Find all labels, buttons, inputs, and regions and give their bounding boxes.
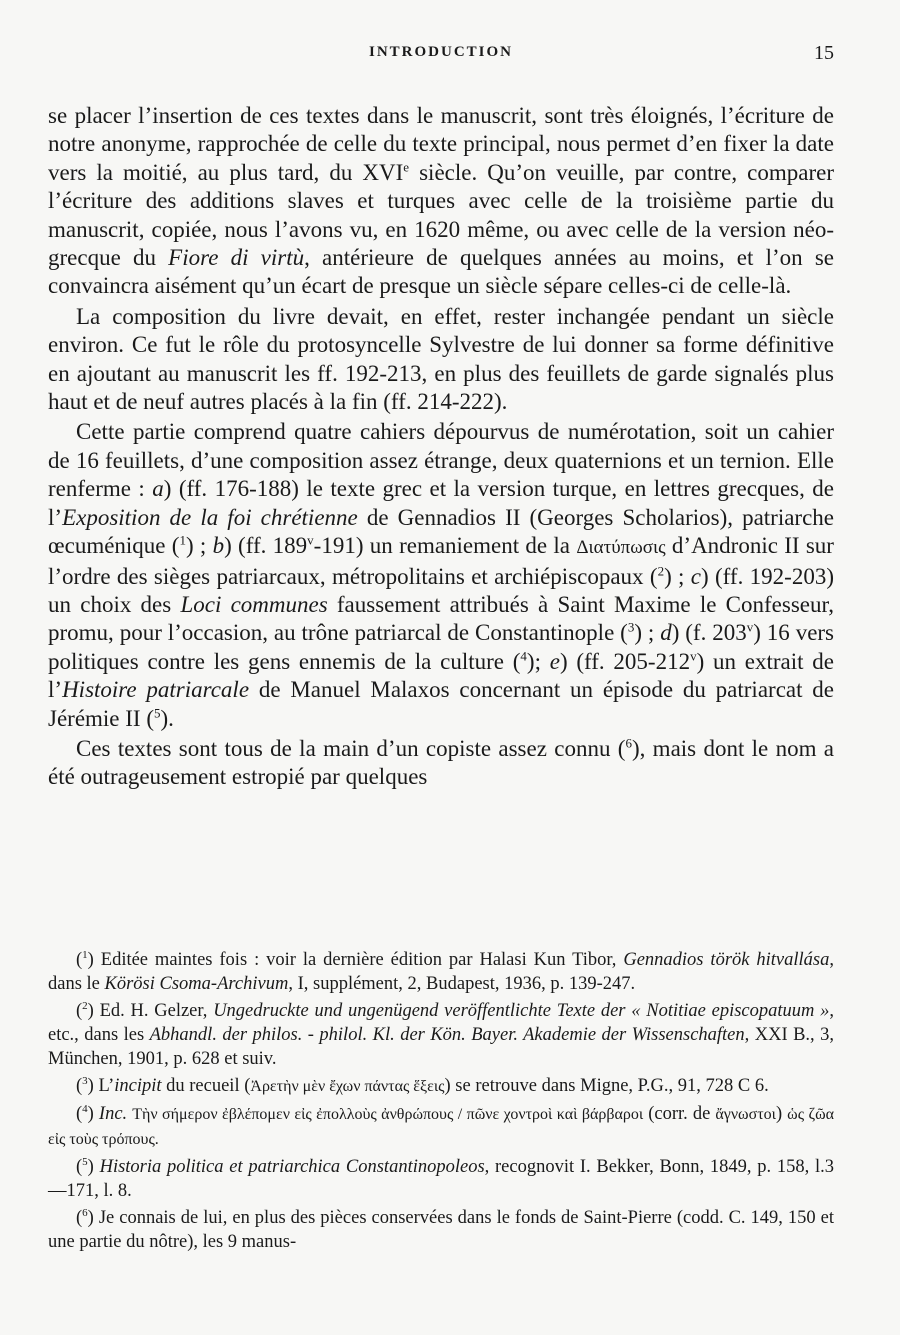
text-run: faussement attribués à Saint Maxime le Confesseur, promu, pour l’occasion, au trône patriarcal de Constantinople ( bbox=[48, 591, 834, 646]
text-run: ) ; bbox=[185, 533, 213, 559]
greek-text: Τὴν σήμερον ἐβλέπομεν εἰς ἐπολλοὺς ἀνθρώπους / πῶνε χοντροὶ καὶ βάρβαροι bbox=[132, 1106, 644, 1123]
text-run: ), mais dont le nom a été outrageusement estropié par quelques bbox=[48, 735, 835, 790]
verso-mark: v bbox=[307, 532, 314, 548]
text-run: de Manuel Malaxos concernant un épisode du patriarcat de Jérémie II ( bbox=[48, 677, 834, 731]
text-run: , dans le bbox=[48, 950, 834, 994]
text-run: Ed. H. Gelzer, bbox=[93, 1001, 214, 1021]
list-letter: b bbox=[212, 533, 225, 559]
italic-title: Abhandl. der philos. - philol. Kl. der Kön. Bayer. Akademie der Wissenschaften bbox=[149, 1025, 745, 1045]
footnote-ref[interactable]: 3 bbox=[627, 619, 635, 635]
greek-text: ὡς ζῶα εἰς τοὺς τρόπους. bbox=[48, 1106, 835, 1148]
list-letter: e bbox=[549, 648, 560, 674]
text-run: du recueil ( bbox=[161, 1076, 251, 1096]
footnote-number: 5 bbox=[82, 1155, 88, 1168]
footnote-3: ($^3$) L’incipit du recueil (Ἀρετὴν μὲν ἔχων πάντας ἕξεις) se retrouve dans Migne, P.G., 91, 728 C 6. bbox=[76, 1074, 769, 1096]
italic-title: incipit bbox=[114, 1076, 162, 1096]
text-run: , etc., dans les bbox=[48, 1001, 834, 1045]
text-run: Cette partie comprend quatre cahiers dépourvus de numérotation, soit un cahier de 16 feuillets, d’une composition assez étrange, deux quaternions et un ternion. Elle renferme : bbox=[48, 419, 834, 502]
text-run: , I, supplément, 2, Budapest, 1936, p. 139-247. bbox=[288, 974, 636, 994]
footnote-ref[interactable]: 5 bbox=[154, 704, 161, 720]
footnote-1: ($^1$) Editée maintes fois : voir la dernière édition par Halasi Kun Tibor, Gennadios török hitvallása, dans le Körösi Csoma-Archivum, I, supplément, 2, Budapest, 1936, p. 139-247. bbox=[48, 948, 834, 994]
paragraph-1 bbox=[48, 102, 834, 301]
text-run: L’ bbox=[93, 1076, 115, 1096]
text-run: ) (ff. 189 bbox=[224, 533, 308, 559]
text-run: ). bbox=[160, 705, 174, 731]
italic-title: Histoire patriarcale bbox=[62, 677, 250, 703]
text-run: , XXI B., 3, München, 1901, p. 628 et suiv. bbox=[48, 1025, 834, 1069]
text-run: Ces textes sont tous de la main d’un copiste assez connu ( bbox=[76, 735, 626, 761]
text-run: ) (f. 203 bbox=[671, 620, 747, 646]
text-run: -191) un remaniement de la bbox=[313, 533, 577, 559]
text-run: d’Andronic II sur l’ordre des sièges patriarcaux, métropolitains et archiépiscopaux ( bbox=[48, 533, 834, 589]
footnote-ref[interactable]: 2 bbox=[657, 562, 665, 578]
text-run: ) ; bbox=[664, 563, 691, 589]
footnote-2: ($^2$) Ed. H. Gelzer, Ungedruckte und ungenügend veröffentlichte Texte der « Notitiae episcopatuum », etc., dans les Abhandl. der philos. - philol. Kl. der Kön. Bayer. Akademie der Wissenschaften, XXI B., 3, München, 1901, p. 628 et suiv. bbox=[48, 999, 834, 1069]
italic-title: Ungedruckte und ungenügend veröffentlichte Texte der « Notitiae episcopatuum » bbox=[213, 1001, 830, 1021]
text-run: (corr. de bbox=[643, 1104, 716, 1124]
italic-title: Exposition de la foi chrétienne bbox=[62, 504, 358, 530]
italic-title: Körösi Csoma-Archivum bbox=[104, 974, 289, 994]
footnotes bbox=[48, 948, 834, 1257]
text-run: ) un extrait de l’ bbox=[48, 648, 834, 703]
verso-mark: v bbox=[690, 648, 697, 664]
footnote-4: ($^4$) Inc. Τὴν σήμερον ἐβλέπομεν εἰς ἐπολλοὺς ἀνθρώπους / πῶνε χοντροὶ καὶ βάρβαροι (corr. de ἄγνωστοι) ὡς ζῶα εἰς τοὺς τρόπους. bbox=[48, 1102, 835, 1148]
footnote-number: 4 bbox=[82, 1102, 88, 1115]
text-run: ) (ff. 192-203) un choix des bbox=[48, 563, 834, 617]
text-run: , recognovit I. Bekker, Bonn, 1849, p. 158, l.3—171, l. 8. bbox=[48, 1157, 834, 1201]
text-run: ); bbox=[526, 648, 550, 674]
footnote-number: 1 bbox=[82, 948, 88, 961]
footnote-ref[interactable]: 6 bbox=[625, 735, 632, 751]
paragraph-4 bbox=[48, 735, 834, 792]
greek-text: ἄγνωστοι bbox=[715, 1106, 776, 1123]
text-run: , antérieure de quelques années au moins, et l’on se convaincra aisément qu’un écart de presque un siècle sépare celles-ci de celle-là. bbox=[48, 245, 834, 299]
text-run: Je connais de lui, en plus des pièces conservées dans le fonds de Saint-Pierre (codd. C. 149, 150 et une partie du nôtre), les 9 manus- bbox=[48, 1208, 834, 1252]
italic-title: Inc. bbox=[98, 1104, 128, 1124]
text-run: ) bbox=[775, 1104, 788, 1124]
paragraph-3 bbox=[48, 418, 834, 732]
text-run: ) (ff. 176-188) le texte grec et la version turque, en lettres grecques, de l’ bbox=[48, 476, 834, 530]
running-title: INTRODUCTION bbox=[368, 44, 513, 60]
running-head bbox=[48, 42, 834, 64]
italic-title: Loci communes bbox=[180, 591, 328, 617]
body-text bbox=[48, 102, 834, 792]
greek-text: Ἀρετὴν μὲν ἔχων πάντας ἕξεις bbox=[250, 1078, 445, 1095]
list-letter: d bbox=[660, 620, 672, 646]
footnote-number: 6 bbox=[82, 1206, 88, 1219]
italic-title: Historia politica et patriarchica Constantinopoleos bbox=[99, 1157, 485, 1177]
footnote-ref[interactable]: 1 bbox=[179, 532, 186, 548]
footnote-6: ($^6$) Je connais de lui, en plus des pièces conservées dans le fonds de Saint-Pierre (codd. C. 149, 150 et une partie du nôtre), les 9 manus- bbox=[48, 1206, 834, 1252]
text-run: se placer l’insertion de ces textes dans le manuscrit, sont très éloignés, l’écriture de notre anonyme, rapprochée de celle du texte principal, nous permet d’en fixer la date vers la moitié, au plus tard, du XVI bbox=[48, 103, 834, 185]
list-letter: a bbox=[152, 476, 164, 502]
text-run: ) 16 vers politiques contre les gens ennemis de la culture ( bbox=[48, 620, 835, 674]
text-run: ) (ff. 205-212 bbox=[559, 648, 691, 674]
italic-title: Gennadios török hitvallása bbox=[623, 950, 830, 970]
text-run: ) se retrouve dans Migne, P.G., 91, 728 C 6. bbox=[444, 1076, 769, 1096]
italic-title: Fiore di virtù bbox=[168, 245, 305, 271]
list-letter: c bbox=[690, 563, 702, 589]
page-number: 15 bbox=[814, 42, 834, 64]
text-run: siècle. Qu’on veuille, par contre, comparer l’écriture des additions slaves et turques avec celle de la troisième partie du manuscrit, copiée, nous l’avons vu, en 1620 même, ou avec celle de la version néo-grecque du bbox=[48, 159, 835, 271]
paragraph-2: La composition du livre devait, en effet, rester inchangée pendant un siècle environ. Ce fut le rôle du protosyncelle Sylvestre de lui donner sa forme définitive en ajoutant au manuscrit les ff. 192-213, en plus des feuillets de garde signalés plus haut et de neuf autres placés à la fin (ff. 214-222). bbox=[48, 303, 834, 415]
text-run: de Gennadios II (Georges Scholarios), patriarche œcuménique ( bbox=[48, 504, 834, 559]
text-run: ) ; bbox=[634, 620, 661, 646]
footnote-number: 2 bbox=[82, 999, 88, 1012]
footnote-5: ($^5$) Historia politica et patriarchica Constantinopoleos, recognovit I. Bekker, Bonn, 1849, p. 158, l.3—171, l. 8. bbox=[48, 1155, 834, 1201]
superscript: e bbox=[403, 159, 410, 175]
verso-mark: v bbox=[746, 619, 754, 635]
text-run: Editée maintes fois : voir la dernière édition par Halasi Kun Tibor, bbox=[93, 950, 624, 970]
footnote-number: 3 bbox=[82, 1074, 88, 1087]
footnote-ref[interactable]: 4 bbox=[520, 648, 527, 664]
greek-text: Διατύπωσις bbox=[576, 537, 666, 559]
